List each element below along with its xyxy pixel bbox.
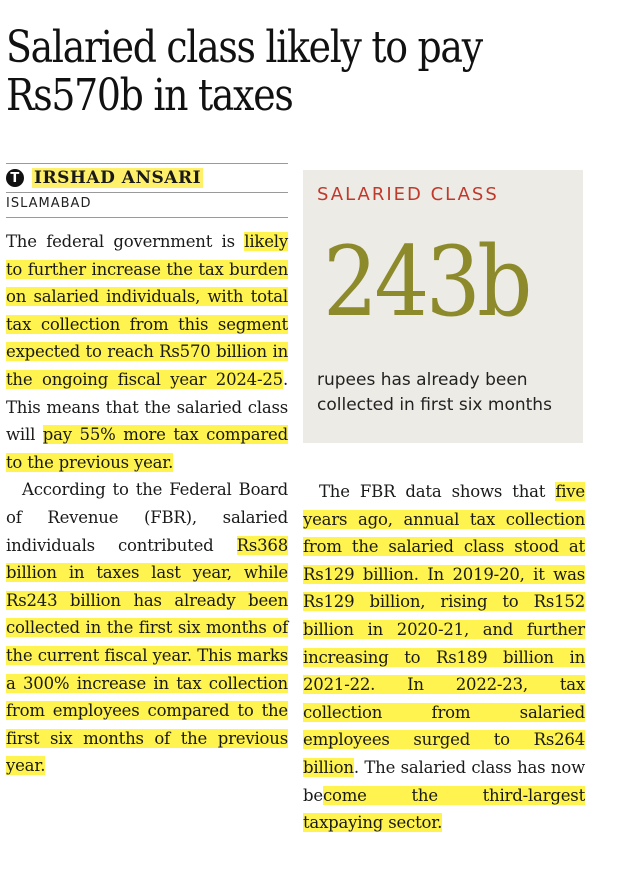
- byline: [6, 166, 203, 190]
- body-text: . This means that the salaried class will: [6, 369, 288, 445]
- dateline: ISLAMABAD: [6, 196, 92, 211]
- stat-figure: 243b: [323, 226, 529, 338]
- byline-bottom-rule: [6, 217, 288, 218]
- byline-mid-rule: [6, 192, 288, 193]
- body-text: The federal government is: [6, 232, 245, 251]
- left-column: [6, 228, 288, 780]
- highlighted-text: come the third-largest taxpaying sector.: [303, 785, 585, 833]
- highlighted-text: pay 55% more tax compared to the previous year.: [6, 425, 288, 472]
- stat-label: SALARIED CLASS: [317, 184, 499, 205]
- body-text: According to the Federal Board of Revenue (FBR), salaried individuals contributed: [6, 480, 288, 555]
- highlighted-text: Rs368 billion in taxes last year, while Rs243 billion has already been collected in the first six months of the current fiscal year. This marks a 300% increase in tax collection from employees compared to the first six months of the previous year.: [6, 535, 288, 776]
- body-text: . The salaried class has now be: [303, 757, 585, 805]
- highlighted-text: likely to further increase the tax burden on salaried individuals, with total tax collection from this segment expected to reach Rs570 billion in the ongoing fiscal year 2024-25: [6, 232, 288, 389]
- stat-box: [303, 170, 583, 443]
- headline: Salaried class likely to pay Rs570b in taxes: [6, 22, 482, 121]
- author-name: IRSHAD ANSARI: [34, 168, 202, 188]
- paragraph-2: [6, 476, 288, 780]
- newspaper-logo-icon: T: [6, 169, 24, 187]
- highlighted-text: five years ago, annual tax collection from the salaried class stood at Rs129 billion. In 2019-20, it was Rs129 billion, rising to Rs152 billion in 2020-21, and further increasing to Rs189 billion in 2021-22. In 2022-23, tax collection from salaried employees surged to Rs264 billion: [303, 482, 585, 777]
- paragraph-1: [6, 228, 288, 476]
- paragraph-3: [303, 478, 585, 837]
- stat-caption: rupees has already been collected in first six months: [317, 370, 552, 415]
- byline-top-rule: [6, 163, 288, 164]
- body-text: The FBR data shows that: [319, 482, 556, 501]
- right-column: [303, 478, 585, 837]
